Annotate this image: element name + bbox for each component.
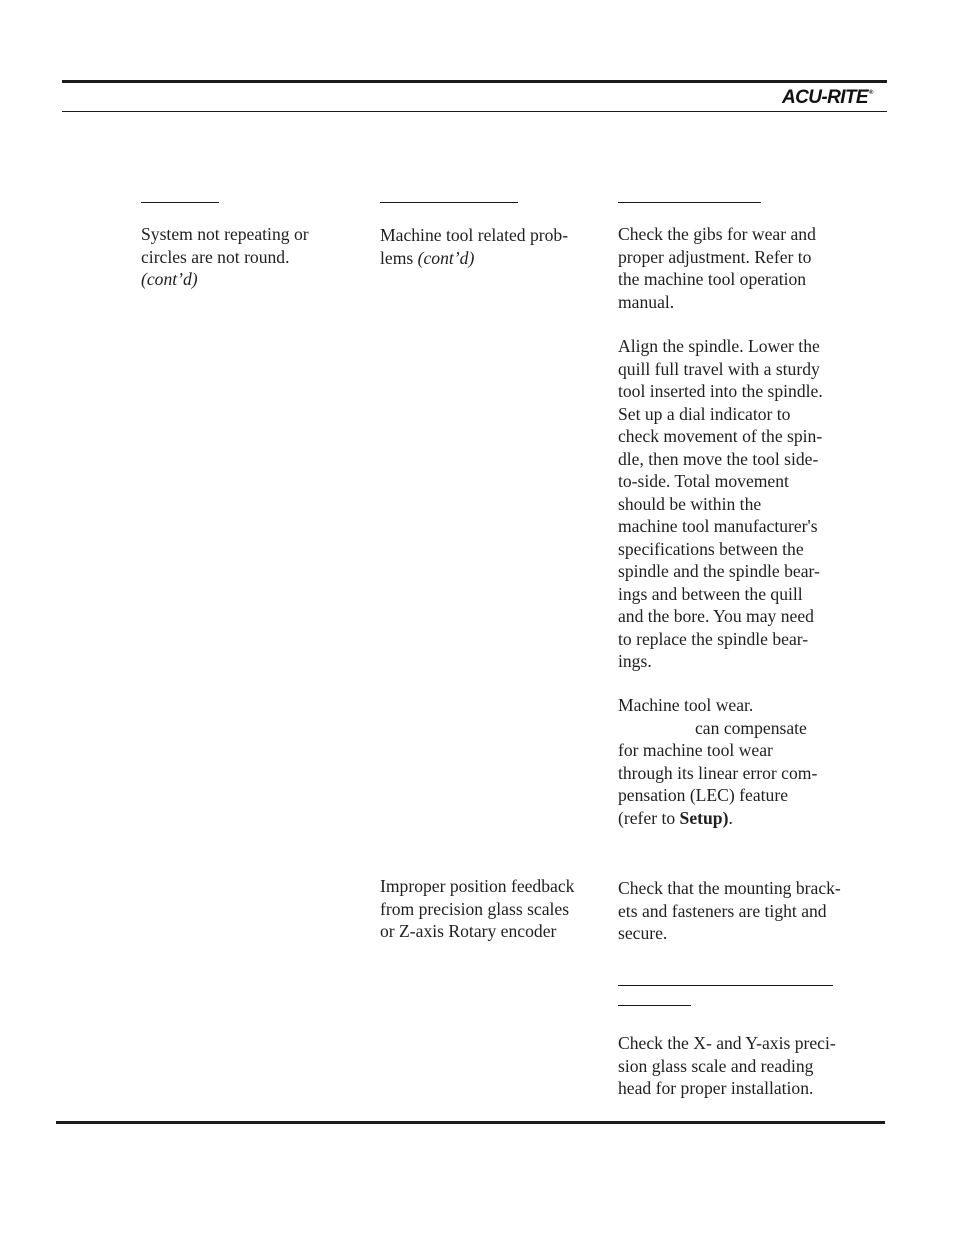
- solution-line: tool inserted into the spindle.: [618, 381, 823, 401]
- solution-line: to replace the spindle bear-: [618, 628, 809, 649]
- setup-reference: Setup): [679, 807, 729, 828]
- cause-line: Improper position feedback: [380, 876, 575, 896]
- problem-text: [141, 223, 309, 291]
- solution-line: manual.: [618, 291, 675, 312]
- solution-line: specifications between the: [618, 538, 804, 559]
- acu-rite-logo: ACU-RITE®: [782, 87, 873, 108]
- solution-line: machine tool manufacturer's: [618, 516, 818, 536]
- solution-line: proper adjustment. Refer to: [618, 246, 812, 267]
- solution-line: spindle and the spindle bear-: [618, 561, 820, 581]
- solution-line: should be within the: [618, 493, 762, 514]
- problem-column-heading-rule: [141, 202, 219, 203]
- solution-line: ets and fasteners are tight and: [618, 900, 827, 921]
- solution-line: Set up a dial indicator to: [618, 403, 791, 424]
- bottom-rule: [56, 1121, 885, 1124]
- solution-line: secure.: [618, 923, 668, 943]
- solution-line: Check the X- and Y-axis preci-: [618, 1033, 836, 1053]
- solution-machine-wear: [618, 694, 817, 829]
- solution-line: to-side. Total movement: [618, 471, 789, 491]
- solution-column-heading-rule: [618, 202, 761, 203]
- cause-line: lems (cont’d): [380, 247, 475, 268]
- solution-spindle: [618, 335, 823, 673]
- solution-line: check movement of the spin-: [618, 426, 823, 446]
- top-rule-thin: [62, 111, 887, 112]
- solution-line: head for proper installation.: [618, 1078, 814, 1098]
- solution-line: pensation (LEC) feature: [618, 785, 789, 805]
- cause-line: from precision glass scales: [380, 898, 570, 919]
- solution-line: can compensate: [695, 717, 807, 738]
- solution-line: through its linear error com-: [618, 762, 818, 783]
- solution-line: dle, then move the tool side-: [618, 448, 819, 469]
- cause-line: or Z-axis Rotary encoder: [380, 921, 557, 941]
- solution-line: ings and between the quill: [618, 583, 803, 604]
- problem-line: System not repeating or: [141, 224, 309, 244]
- solution-glass-scale: [618, 1032, 836, 1100]
- solution-line: Check the gibs for wear and: [618, 224, 816, 244]
- solution-mounting-brackets: [618, 877, 841, 945]
- top-rule-thick: [62, 80, 887, 83]
- cause-position-feedback: [380, 875, 574, 943]
- problem-line: circles are not round.: [141, 246, 290, 267]
- cause-column-heading-rule: [380, 202, 518, 203]
- subheading-rule: [618, 985, 833, 986]
- solution-line: for machine tool wear: [618, 740, 773, 760]
- subheading-rule-short: [618, 1005, 691, 1006]
- cause-line: Machine tool related prob-: [380, 225, 569, 245]
- solution-line: sion glass scale and reading: [618, 1055, 814, 1076]
- cause-continued-note: (cont’d): [417, 247, 475, 268]
- solution-line: ings.: [618, 651, 652, 671]
- problem-continued-note: (cont’d): [141, 269, 198, 289]
- solution-line: Machine tool wear.: [618, 695, 754, 715]
- solution-line: (refer to Setup).: [618, 807, 733, 828]
- solution-line: the machine tool operation: [618, 269, 807, 289]
- solution-line: and the bore. You may need: [618, 606, 814, 626]
- solution-line: Check that the mounting brack-: [618, 878, 841, 898]
- solution-gibs: [618, 223, 816, 313]
- cause-machine-tool: [380, 224, 568, 269]
- solution-line: quill full travel with a sturdy: [618, 358, 820, 379]
- solution-line: Align the spindle. Lower the: [618, 336, 820, 356]
